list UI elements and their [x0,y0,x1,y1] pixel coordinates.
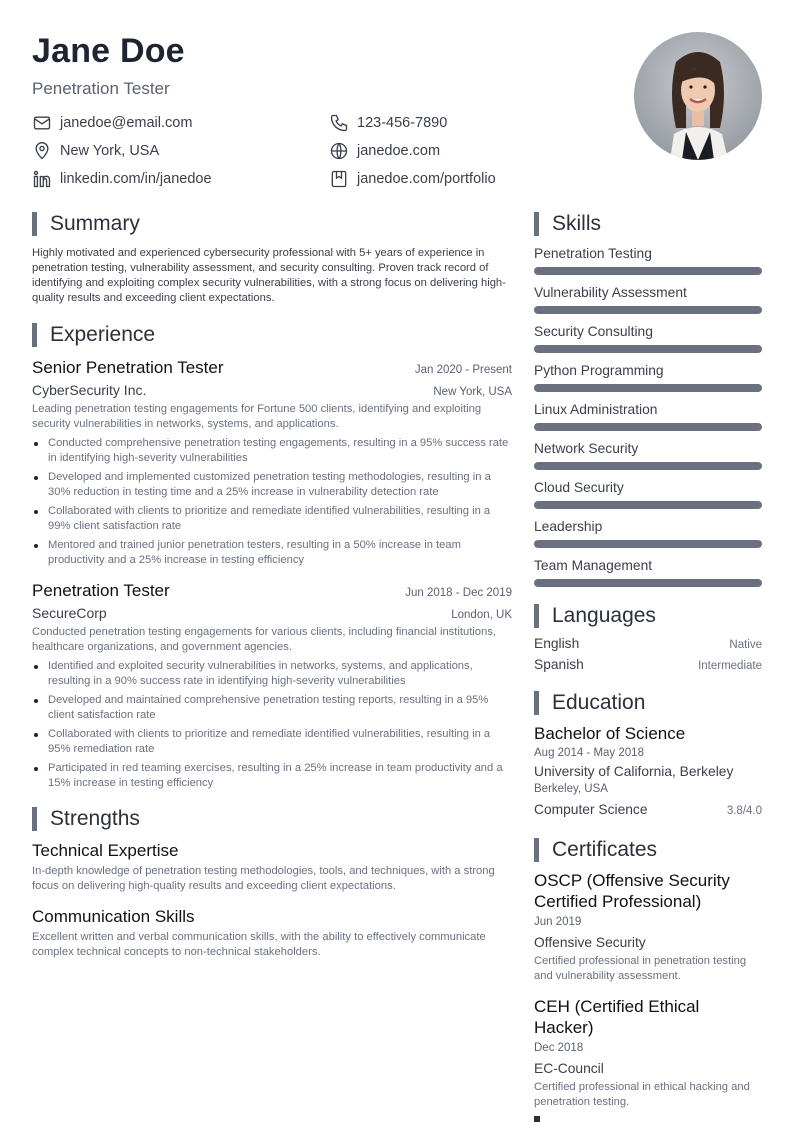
summary-heading [32,212,512,236]
skill-level-track [534,345,762,353]
skill-item [534,557,762,587]
languages-list [534,636,762,672]
skill-name: Vulnerability Assessment [534,285,687,300]
certificate-title: OSCP (Offensive Security Certified Professional) [534,871,730,911]
profile-photo [634,32,762,160]
skill-level-track [534,501,762,509]
contact-portfolio[interactable] [329,168,496,190]
certificate-org: EC-Council [534,1061,604,1076]
globe-icon [329,141,349,161]
mail-icon [32,113,52,133]
skill-level-bar [534,384,762,392]
bookmark-icon [329,169,349,189]
certificate-entry [534,996,762,1110]
job-bullets [32,436,512,568]
job-title: Penetration Tester [32,581,170,600]
contact-linkedin[interactable] [32,168,212,190]
summary-title: Summary [50,212,140,235]
phone-text: 123-456-7890 [357,115,448,131]
candidate-role: Penetration Tester [32,79,170,98]
job-bullet: Identified and exploited security vulnerabilities in networks, systems, and applications, resulting in a 90% success rate in identifying high-severity vulnerabilities [32,659,512,689]
skill-level-track [534,540,762,548]
language-level: Native [729,639,762,651]
skill-name: Linux Administration [534,402,658,417]
strengths-heading [32,807,512,831]
language-level: Intermediate [698,660,762,672]
linkedin-text: linkedin.com/in/janedoe [60,171,212,187]
skill-name: Python Programming [534,363,664,378]
left-column [32,212,512,960]
job-description: Leading penetration testing engagements for Fortune 500 clients, identifying and exploiting security vulnerabilities in networks, systems, and applications. [32,403,482,430]
skill-item [534,479,762,509]
skill-item [534,323,762,353]
job-location: London, UK [451,609,512,621]
skill-level-bar [534,462,762,470]
skill-level-bar [534,345,762,353]
skills-heading [534,212,762,236]
certificate-title: CEH (Certified Ethical Hacker) [534,997,700,1037]
job-company: CyberSecurity Inc. [32,382,147,398]
skill-level-bar [534,579,762,587]
skills-list [534,245,762,587]
skill-level-track [534,579,762,587]
certificate-org: Offensive Security [534,935,646,950]
experience-heading [32,323,512,347]
skill-name: Leadership [534,519,603,534]
email-text: janedoe@email.com [60,115,193,131]
job-bullet: Collaborated with clients to prioritize and remediate identified vulnerabilities, resulting in a 99% client satisfaction rate [32,504,512,534]
website-text: janedoe.com [357,143,441,159]
strength-title: Communication Skills [32,907,195,926]
job-bullets [32,659,512,791]
skill-level-bar [534,501,762,509]
section-accent-bar [534,691,539,715]
section-accent-bar [534,212,539,236]
skill-item [534,362,762,392]
education-school: University of California, Berkeley [534,764,734,779]
skill-level-track [534,462,762,470]
right-column [534,212,762,1110]
language-name: Spanish [534,657,584,672]
strength-item [32,906,512,960]
language-row [534,636,762,651]
section-accent-bar [534,838,539,862]
job-entry [32,580,512,791]
job-entry [32,357,512,568]
page-end-marker [534,1116,540,1122]
education-gpa: 3.8/4.0 [726,805,762,817]
certificate-entry [534,870,762,984]
skill-level-track [534,306,762,314]
job-bullet: Developed and implemented customized penetration testing methodologies, resulting in a 30% reduction in testing time and a 25% increase in vulnerability detection rate [32,470,512,500]
skill-level-bar [534,423,762,431]
education-location: Berkeley, USA [534,783,608,795]
skill-item [534,440,762,470]
strength-item [32,840,512,894]
section-accent-bar [32,323,37,347]
job-bullet: Developed and maintained comprehensive penetration testing reports, resulting in a 95% client satisfaction rate [32,693,512,723]
resume-header [32,30,592,100]
skill-item [534,245,762,275]
contact-email[interactable] [32,112,192,134]
strength-title: Technical Expertise [32,841,179,860]
education-entry [534,723,762,819]
section-accent-bar [534,604,539,628]
skill-level-track [534,267,762,275]
portfolio-text: janedoe.com/portfolio [357,171,496,187]
education-field: Computer Science [534,802,648,817]
job-company: SecureCorp [32,605,107,621]
skill-level-bar [534,267,762,275]
job-bullet: Collaborated with clients to prioritize and remediate identified vulnerabilities, resulting in a 95% remediation rate [32,727,512,757]
linkedin-icon [32,169,52,189]
location-text: New York, USA [60,143,160,159]
job-description: Conducted penetration testing engagements for various clients, including financial institutions, healthcare organizations, and government agencies. [32,626,496,653]
contact-phone[interactable] [329,112,447,134]
strengths-title: Strengths [50,807,140,830]
languages-heading [534,604,762,628]
job-location: New York, USA [433,386,512,398]
skill-name: Security Consulting [534,324,653,339]
job-bullet: Conducted comprehensive penetration testing engagements, resulting in a 95% success rate in identifying high-severity vulnerabilities [32,436,512,466]
contact-website[interactable] [329,140,440,162]
languages-title: Languages [552,604,656,627]
certificates-heading [534,838,762,862]
skill-item [534,284,762,314]
phone-icon [329,113,349,133]
job-title: Senior Penetration Tester [32,358,224,377]
section-accent-bar [32,212,37,236]
language-row [534,657,762,672]
education-heading [534,691,762,715]
skill-item [534,518,762,548]
summary-text: Highly motivated and experienced cybersecurity professional with 5+ years of experience in penetration testing, vulnerability assessment, and security consulting. Proven track record of identifying and exploiting complex security vulnerabilities, with a strong focus on delivering high-quality results and exceeding client expectations. [32,247,506,304]
certificate-description: Certified professional in ethical hacking and penetration testing. [534,1081,750,1108]
job-date: Jan 2020 - Present [414,364,512,376]
certificates-title: Certificates [552,838,658,861]
skill-level-track [534,384,762,392]
experience-title: Experience [50,323,156,346]
skills-title: Skills [552,212,602,235]
location-pin-icon [32,141,52,161]
certificate-description: Certified professional in penetration testing and vulnerability assessment. [534,955,747,982]
education-degree: Bachelor of Science [534,724,686,743]
skill-item [534,401,762,431]
skill-level-track [534,423,762,431]
job-date: Jun 2018 - Dec 2019 [405,587,512,599]
job-bullet: Participated in red teaming exercises, resulting in a 25% increase in team productivity and a 15% increase in testing efficiency [32,761,512,791]
certificate-date: Dec 2018 [534,1042,584,1054]
skill-name: Cloud Security [534,480,624,495]
section-accent-bar [32,807,37,831]
skill-name: Penetration Testing [534,246,652,261]
contact-location [32,140,159,162]
skill-name: Team Management [534,558,653,573]
education-title: Education [552,691,646,714]
certificate-date: Jun 2019 [534,916,582,928]
skill-level-bar [534,540,762,548]
skill-name: Network Security [534,441,639,456]
strength-text: In-depth knowledge of penetration testing methodologies, tools, and techniques, with a strong focus on delivering high-quality results and exceeding client expectations. [32,865,495,892]
strength-text: Excellent written and verbal communication skills, with the ability to effectively communicate complex technical concepts to non-technical stakeholders. [32,931,486,958]
skill-level-bar [534,306,762,314]
candidate-name: Jane Doe [32,32,185,70]
job-bullet: Mentored and trained junior penetration testers, resulting in a 50% increase in team productivity and a 25% increase in testing efficiency [32,538,512,568]
language-name: English [534,636,580,651]
education-dates: Aug 2014 - May 2018 [534,747,644,759]
